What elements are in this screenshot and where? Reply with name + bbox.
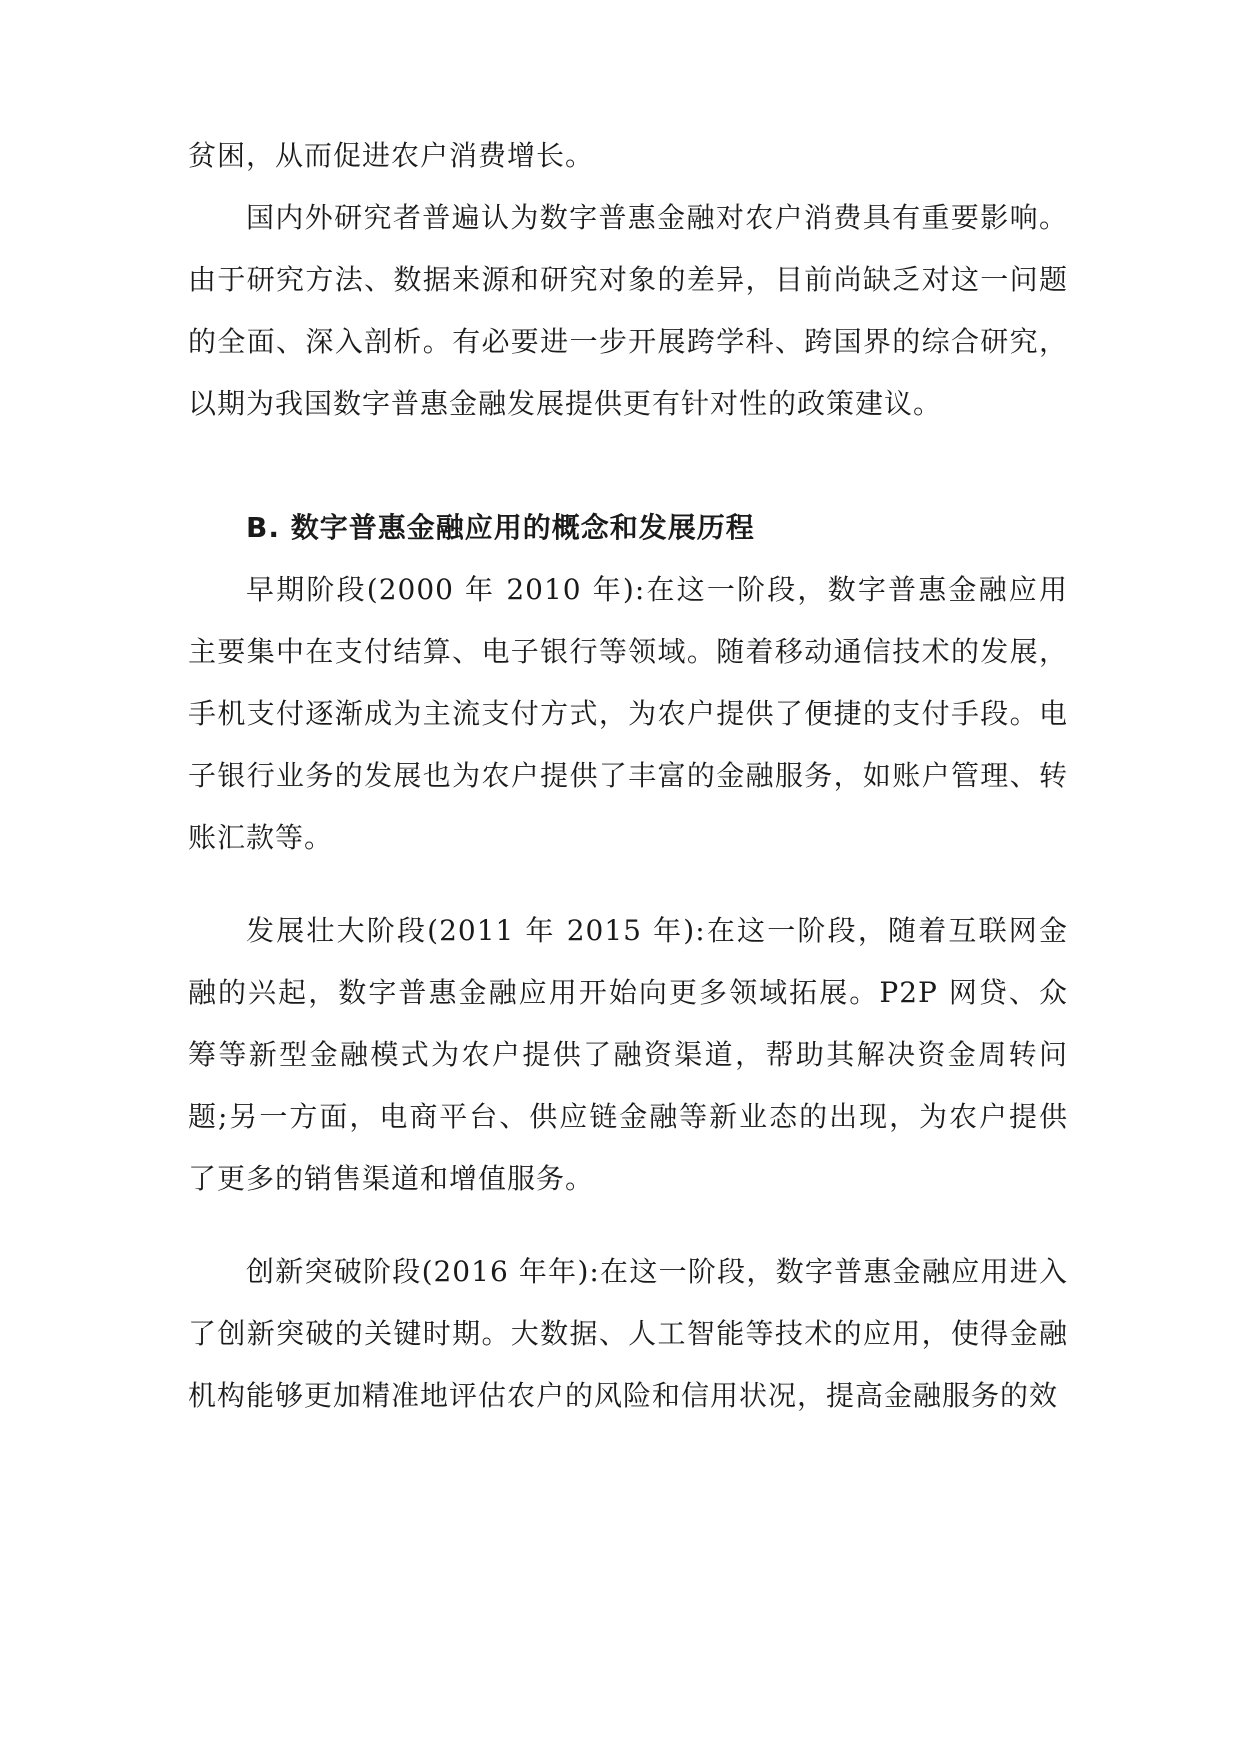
text-block-innovation (188, 1241, 1068, 1427)
text-block-early (188, 559, 1068, 869)
paragraph-continuation: 贫困，从而促进农户消费增长。 (188, 139, 595, 172)
paragraph-innovation-stage: 创新突破阶段(2016 年年):在这一阶段，数字普惠金融应用进入了创新突破的关键时期。大数据、人工智能等技术的应用，使得金融机构能够更加精准地评估农户的风险和信用状况，提高金融服务的效 (188, 1255, 1068, 1412)
paragraph-growth-stage: 发展壮大阶段(2011 年 2015 年):在这一阶段，随着互联网金融的兴起，数字普惠金融应用开始向更多领域拓展。P2P 网贷、众筹等新型金融模式为农户提供了融资渠道，帮助其解决资金周转问题;另一方面，电商平台、供应链金融等新业态的出现，为农户提供了更多的销售渠道和增值服务。 (188, 914, 1068, 1195)
text-block-research (188, 187, 1068, 435)
section-heading-block (188, 497, 1068, 559)
text-block-top (188, 125, 1068, 187)
paragraph-early-stage: 早期阶段(2000 年 2010 年):在这一阶段，数字普惠金融应用主要集中在支付结算、电子银行等领域。随着移动通信技术的发展，手机支付逐渐成为主流支付方式，为农户提供了便捷的支付手段。电子银行业务的发展也为农户提供了丰富的金融服务，如账户管理、转账汇款等。 (188, 573, 1068, 854)
text-block-growth (188, 900, 1068, 1210)
paragraph-research-summary: 国内外研究者普遍认为数字普惠金融对农户消费具有重要影响。由于研究方法、数据来源和研究对象的差异，目前尚缺乏对这一问题的全面、深入剖析。有必要进一步开展跨学科、跨国界的综合研究，以期为我国数字普惠金融发展提供更有针对性的政策建议。 (188, 201, 1068, 420)
section-heading-b: B. 数字普惠金融应用的概念和发展历程 (246, 511, 755, 544)
